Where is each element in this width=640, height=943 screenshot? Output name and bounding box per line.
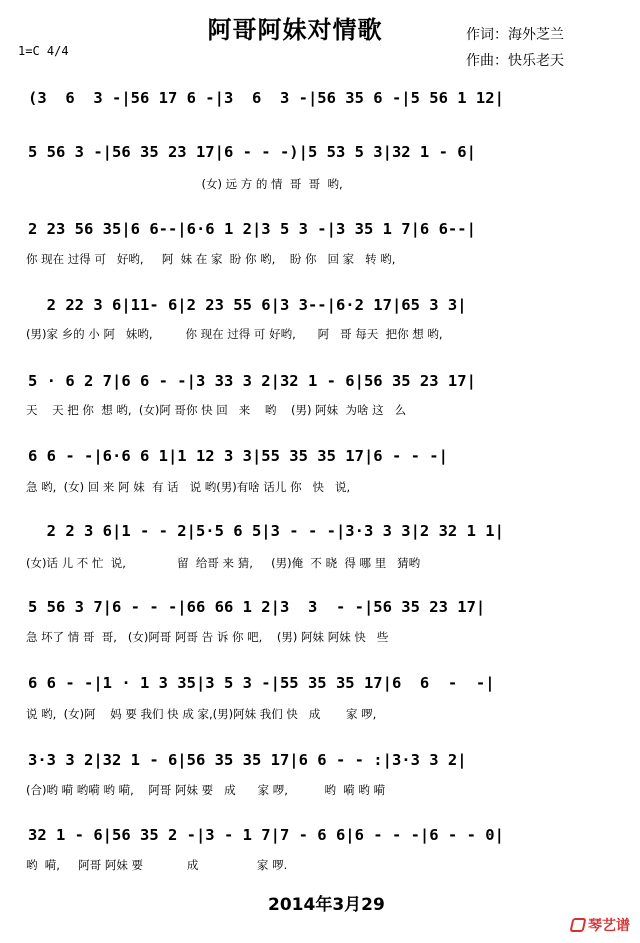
notation-line-7: 2 2 3 6|1 - - 2|5·5 6 5|3 - - -|3·3 3 3|2 32 1 1| [28, 522, 504, 540]
key-signature: 1=C 4/4 [18, 44, 69, 58]
notation-line-6: 6 6 - -|6·6 6 1|1 12 3 3|55 35 35 17|6 - - -| [28, 447, 448, 465]
song-title: 阿哥阿妹对情歌 [207, 16, 383, 44]
lyric-line-5: 天 天 把 你 想 哟, (女)阿 哥你 快 回 来 哟 (男) 阿妹 为啥 这 么 [26, 403, 407, 417]
lyric-line-7: (女)话 儿 不 忙 说, 留 给哥 来 猜, (男)俺 不 晓 得 哪 里 猜哟 [26, 556, 421, 570]
site-logo [571, 915, 630, 935]
notation-line-11: 32 1 - 6|56 35 2 -|3 - 1 7|7 - 6 6|6 - - -|6 - - 0| [28, 826, 504, 844]
composer-credit: 作曲：快乐老天 [466, 53, 564, 69]
notation-line-5: 5 · 6 2 7|6 6 - -|3 33 3 2|32 1 - 6|56 35 23 17| [28, 372, 476, 390]
notation-line-3: 2 23 56 35|6 6--|6·6 1 2|3 5 3 -|3 35 1 7|6 6--| [28, 220, 476, 238]
piano-logo-icon [570, 918, 587, 932]
lyric-line-4: (男)家 乡的 小 阿 妹哟, 你 现在 过得 可 好哟, 阿 哥 每天 把你 想 哟, [26, 327, 443, 341]
lyric-line-8: 急 坏了 情 哥 哥, (女)阿哥 阿哥 告 诉 你 吧, (男) 阿妹 阿妹 快 些 [26, 630, 389, 644]
logo-text: 琴艺谱 [588, 918, 630, 934]
lyricist-credit: 作词：海外芝兰 [466, 27, 564, 43]
date-stamp: 2014年3月29 [268, 895, 385, 915]
lyric-line-11: 哟 嗬, 阿哥 阿妹 要 成 家 啰. [26, 858, 288, 872]
notation-line-4: 2 22 3 6|11- 6|2 23 55 6|3 3--|6·2 17|65 3 3| [28, 296, 467, 314]
lyric-line-3: 你 现在 过得 可 好哟, 阿 妹 在 家 盼 你 哟, 盼 你 回 家 转 哟, [26, 252, 396, 266]
notation-line-8: 5 56 3 7|6 - - -|66 66 1 2|3 3 - -|56 35 23 17| [28, 598, 486, 616]
notation-line-10: 3·3 3 2|32 1 - 6|56 35 35 17|6 6 - - :|3·3 3 2| [28, 751, 467, 769]
lyric-line-6: 急 哟, (女) 回 来 阿 妹 有 话 说 哟(男)有啥 话儿 你 快 说, [26, 480, 351, 494]
lyric-line-10: (合)哟 嗬 哟嗬 哟 嗬, 阿哥 阿妹 要 成 家 啰, 哟 嗬 哟 嗬 [26, 783, 386, 797]
notation-line-1: (3 6 3 -|56 17 6 -|3 6 3 -|56 35 6 -|5 56 1 12| [28, 89, 504, 107]
notation-line-2: 5 56 3 -|56 35 23 17|6 - - -)|5 53 5 3|32 1 - 6| [28, 143, 476, 161]
lyric-line-9: 说 哟, (女)阿 妈 要 我们 快 成 家,(男)阿妹 我们 快 成 家 啰, [26, 707, 377, 721]
lyric-line-2: (女) 远 方 的 情 哥 哥 哟, [26, 177, 343, 191]
notation-line-9: 6 6 - -|1 · 1 3 35|3 5 3 -|55 35 35 17|6 6 - -| [28, 674, 495, 692]
